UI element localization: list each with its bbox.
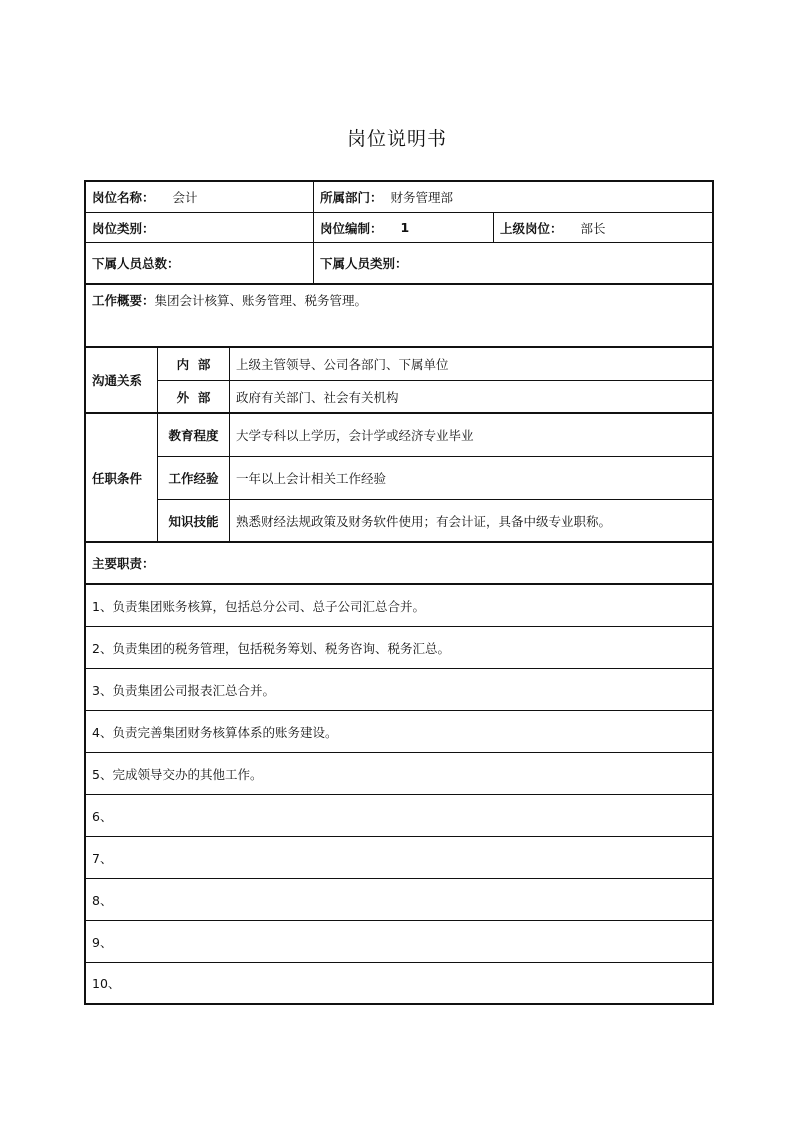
duty-item: 3、负责集团公司报表汇总合并。 <box>86 669 712 711</box>
communication-body <box>158 348 712 412</box>
info-row-2 <box>86 213 712 243</box>
duty-item: 9、 <box>86 921 712 963</box>
communication-internal-row <box>158 348 712 381</box>
communication-external-key: 外 部 <box>158 381 230 412</box>
position-name-value: 会计 <box>172 190 198 205</box>
communication-internal-key: 内 部 <box>158 348 230 380</box>
quota-cell <box>314 213 494 242</box>
requirement-experience-row <box>158 457 712 500</box>
superior-label: 上级岗位： <box>500 220 563 236</box>
overview-cell <box>86 285 712 346</box>
duty-item: 10、 <box>86 963 712 1005</box>
duty-item: 4、负责完善集团财务核算体系的账务建设。 <box>86 711 712 753</box>
requirement-skills-key: 知识技能 <box>158 500 230 541</box>
requirement-experience-value: 一年以上会计相关工作经验 <box>236 471 387 486</box>
department-cell <box>314 182 712 212</box>
communication-section <box>86 348 712 414</box>
job-description-form <box>84 180 714 1005</box>
page-title: 岗位说明书 <box>346 128 447 150</box>
duty-item: 1、负责集团账务核算，包括总分公司、总子公司汇总合并。 <box>86 585 712 627</box>
category-cell <box>86 213 314 242</box>
requirement-education-row <box>158 414 712 457</box>
communication-label: 沟通关系 <box>86 348 158 412</box>
quota-label: 岗位编制： <box>320 220 383 236</box>
info-section <box>84 180 714 1005</box>
duties-label: 主要职责： <box>86 543 712 585</box>
info-row-3 <box>86 243 712 285</box>
subordinate-total-label: 下属人员总数： <box>92 256 180 271</box>
department-label: 所属部门： <box>320 190 383 205</box>
duty-item: 5、完成领导交办的其他工作。 <box>86 753 712 795</box>
requirements-body <box>158 414 712 541</box>
requirement-education-key: 教育程度 <box>158 414 230 456</box>
duty-item: 6、 <box>86 795 712 837</box>
requirement-skills-value: 熟悉财经法规政策及财务软件使用；有会计证，具备中级专业职称。 <box>236 513 612 529</box>
duty-item: 8、 <box>86 879 712 921</box>
communication-external-value: 政府有关部门、社会有关机构 <box>236 389 399 405</box>
communication-internal-value: 上级主管领导、公司各部门、下属单位 <box>236 357 449 372</box>
subordinate-type-label: 下属人员类别： <box>320 256 408 271</box>
requirement-education-value: 大学专科以上学历，会计学或经济专业毕业 <box>236 428 474 443</box>
overview-row <box>86 285 712 348</box>
duty-item: 7、 <box>86 837 712 879</box>
overview-value: 集团会计核算、账务管理、税务管理。 <box>154 293 368 308</box>
info-row-1 <box>86 182 712 213</box>
duty-item: 2、负责集团的税务管理，包括税务筹划、税务咨询、税务汇总。 <box>86 627 712 669</box>
superior-cell <box>494 213 712 242</box>
requirements-section <box>86 414 712 543</box>
category-label: 岗位类别： <box>92 220 155 236</box>
requirements-label: 任职条件 <box>86 414 158 541</box>
position-name-cell <box>86 182 314 212</box>
subordinate-total-cell <box>86 243 314 283</box>
subordinate-type-cell <box>314 243 712 283</box>
superior-value: 部长 <box>580 220 606 236</box>
overview-label: 工作概要： <box>92 293 155 308</box>
position-name-label: 岗位名称： <box>92 190 155 205</box>
quota-value: 1 <box>400 220 410 235</box>
communication-external-row <box>158 381 712 412</box>
requirement-experience-key: 工作经验 <box>158 457 230 499</box>
department-value: 财务管理部 <box>390 190 454 205</box>
requirement-skills-row <box>158 500 712 541</box>
